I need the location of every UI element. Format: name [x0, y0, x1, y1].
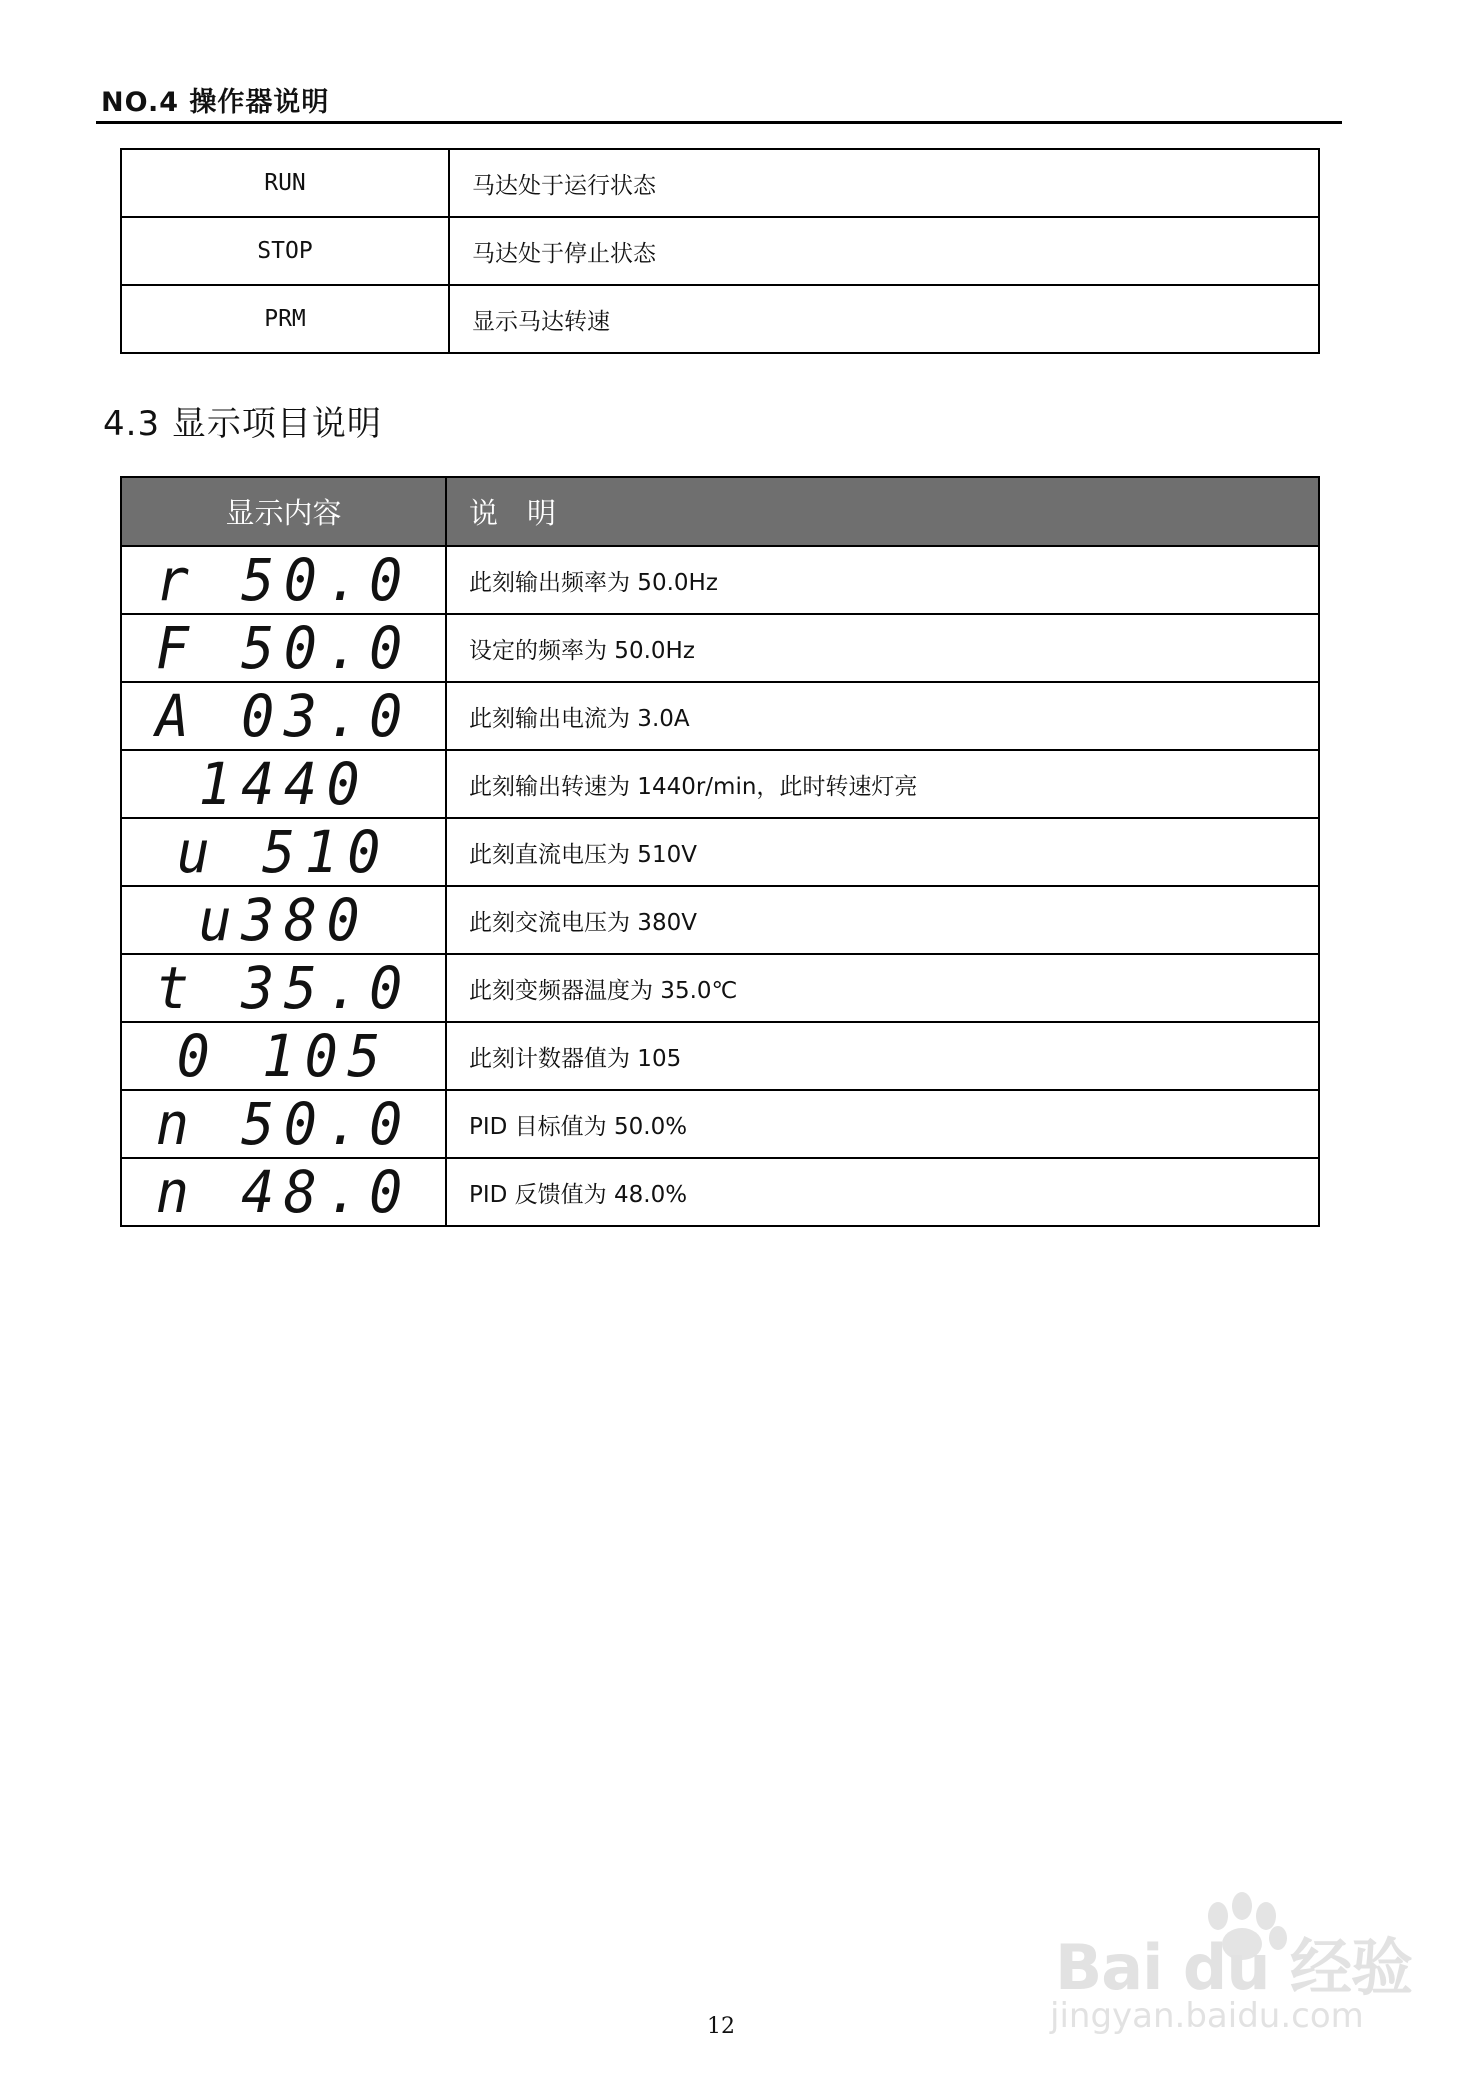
- table-row: [121, 954, 1319, 1022]
- segment-display: 1440: [198, 750, 369, 818]
- display-desc: 此刻输出电流为 3.0A: [446, 682, 1319, 750]
- display-desc: 设定的频率为 50.0Hz: [446, 614, 1319, 682]
- status-label: STOP: [121, 217, 449, 285]
- table-row: [121, 818, 1319, 886]
- table-row: [121, 149, 1319, 217]
- display-table: [120, 476, 1320, 1227]
- status-desc: 马达处于运行状态: [449, 149, 1319, 217]
- segment-display: n 48.0: [155, 1158, 412, 1226]
- section-title: 4.3 显示项目说明: [103, 404, 382, 444]
- segment-display: A 03.0: [155, 682, 412, 750]
- table-row: [121, 546, 1319, 614]
- segment-display: 0 105: [176, 1022, 391, 1090]
- segment-display: n 50.0: [155, 1090, 412, 1158]
- table-row: [121, 1022, 1319, 1090]
- table-row: [121, 614, 1319, 682]
- display-desc: 此刻计数器值为 105: [446, 1022, 1319, 1090]
- display-desc: 此刻输出转速为 1440r/min，此时转速灯亮: [446, 750, 1319, 818]
- header-rule: [96, 121, 1342, 124]
- table-row: [121, 217, 1319, 285]
- display-desc: 此刻直流电压为 510V: [446, 818, 1319, 886]
- segment-display: F 50.0: [155, 614, 412, 682]
- watermark-url: jingyan.baidu.com: [1050, 1996, 1364, 2036]
- col-header-desc: 说 明: [446, 477, 1319, 546]
- status-desc: 马达处于停止状态: [449, 217, 1319, 285]
- segment-display: t 35.0: [155, 954, 412, 1022]
- page-header-title: NO.4 操作器说明: [101, 87, 330, 118]
- table-row: [121, 1158, 1319, 1226]
- page-number: 12: [707, 2014, 735, 2039]
- display-desc: 此刻输出频率为 50.0Hz: [446, 546, 1319, 614]
- table-row: [121, 682, 1319, 750]
- display-desc: 此刻变频器温度为 35.0℃: [446, 954, 1319, 1022]
- display-desc: PID 反馈值为 48.0%: [446, 1158, 1319, 1226]
- display-desc: 此刻交流电压为 380V: [446, 886, 1319, 954]
- status-desc: 显示马达转速: [449, 285, 1319, 353]
- status-label: PRM: [121, 285, 449, 353]
- table-row: [121, 1090, 1319, 1158]
- col-header-display: 显示内容: [121, 477, 446, 546]
- display-desc: PID 目标值为 50.0%: [446, 1090, 1319, 1158]
- table-row: [121, 886, 1319, 954]
- segment-display: r 50.0: [155, 546, 412, 614]
- table-row: [121, 750, 1319, 818]
- status-label: RUN: [121, 149, 449, 217]
- table-header-row: [121, 477, 1319, 546]
- segment-display: u 510: [176, 818, 391, 886]
- watermark-brand: Bai du 经验: [1055, 1931, 1413, 2004]
- table-row: [121, 285, 1319, 353]
- status-table: [120, 148, 1320, 354]
- segment-display: u380: [198, 886, 369, 954]
